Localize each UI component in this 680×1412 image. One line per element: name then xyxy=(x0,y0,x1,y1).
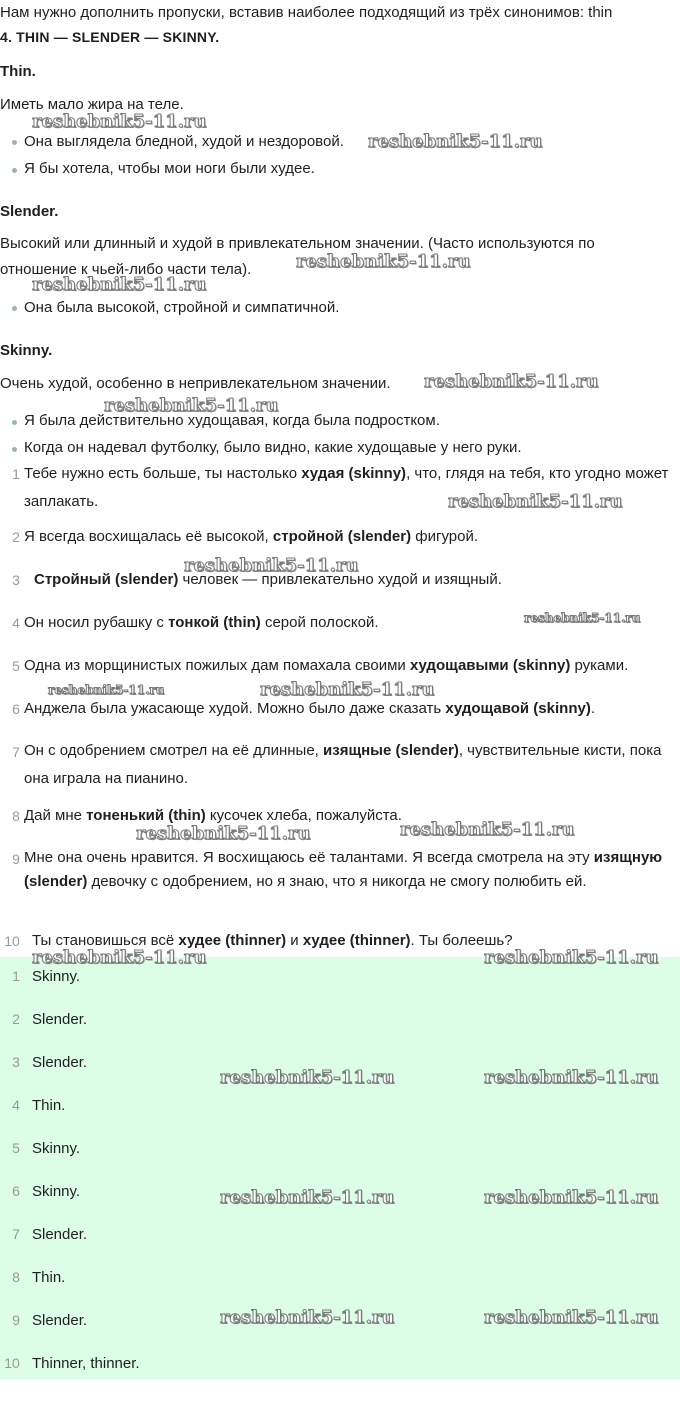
answer-number: 7 xyxy=(12,1226,20,1242)
watermark: reshebnik5-11.ru xyxy=(220,1187,395,1208)
exercise-number: 7 xyxy=(12,744,20,760)
watermark: reshebnik5-11.ru xyxy=(48,683,165,697)
answer-number: 2 xyxy=(12,1011,20,1027)
definition-slender: Высокий или длинный и худой в привлекательном значении. (Часто используются по отношение к чьей-либо части тела). xyxy=(0,235,595,278)
answer-5: Skinny. xyxy=(32,1140,81,1157)
watermark: reshebnik5-11.ru xyxy=(448,491,623,512)
exercise-number: 5 xyxy=(12,658,20,674)
exercise-number: 10 xyxy=(4,933,20,949)
watermark: reshebnik5-11.ru xyxy=(424,371,599,392)
answer-number: 5 xyxy=(12,1140,20,1156)
bullet-dot xyxy=(12,447,17,452)
exercise-number: 9 xyxy=(12,851,20,867)
exercise-5: Одна из морщинистых пожилых дам помахала своими худощавыми (skinny) руками. xyxy=(24,657,629,674)
exercise-8: Дай мне тоненький (thin) кусочек хлеба, пожалуйста. xyxy=(24,807,402,824)
watermark: reshebnik5-11.ru xyxy=(184,555,359,576)
answer-number: 10 xyxy=(4,1355,20,1371)
example-slender-1: Она была высокой, стройной и симпатичной. xyxy=(24,299,340,316)
watermark: reshebnik5-11.ru xyxy=(104,395,279,416)
exercise-7: Он с одобрением смотрел на её длинные, изящные (slender), чувствительные кисти, пока она играла на пианино. xyxy=(24,742,662,787)
exercise-3: Стройный (slender) человек — привлекательно худой и изящный. xyxy=(34,571,502,588)
watermark: reshebnik5-11.ru xyxy=(220,1067,395,1088)
answer-number: 4 xyxy=(12,1097,20,1113)
exercise-number: 2 xyxy=(12,529,20,545)
answer-7: Slender. xyxy=(32,1226,88,1243)
exercise-number: 3 xyxy=(12,572,20,588)
watermark: reshebnik5-11.ru xyxy=(484,1067,659,1088)
answer-6: Skinny. xyxy=(32,1183,81,1200)
watermark: reshebnik5-11.ru xyxy=(484,1187,659,1208)
answer-number: 6 xyxy=(12,1183,20,1199)
answer-1: Skinny. xyxy=(32,968,81,985)
answer-number: 9 xyxy=(12,1312,20,1328)
answer-number: 3 xyxy=(12,1054,20,1070)
answer-2: Slender. xyxy=(32,1011,88,1028)
answer-number: 8 xyxy=(12,1269,20,1285)
section-title-slender: Slender. xyxy=(0,203,59,220)
intro-text: Нам нужно дополнить пропуски, вставив наиболее подходящий из трёх синонимов: thin xyxy=(0,4,613,21)
example-thin-2: Я бы хотела, чтобы мои ноги были худее. xyxy=(24,160,315,177)
bullet-dot xyxy=(12,168,17,173)
example-skinny-1: Я была действительно худощавая, когда была подростком. xyxy=(24,412,440,429)
exercise-6: Анджела была ужасающе худой. Можно было даже сказать худощавой (skinny). xyxy=(24,700,595,717)
section-title-skinny: Skinny. xyxy=(0,342,53,359)
watermark: reshebnik5-11.ru xyxy=(524,611,641,625)
watermark: reshebnik5-11.ru xyxy=(220,1307,395,1328)
answer-10: Thinner, thinner. xyxy=(32,1355,140,1372)
answer-3: Slender. xyxy=(32,1054,88,1071)
watermark: reshebnik5-11.ru xyxy=(260,679,435,700)
watermark: reshebnik5-11.ru xyxy=(368,131,543,152)
section-title-thin: Thin. xyxy=(0,63,36,80)
definition-thin: Иметь мало жира на теле. xyxy=(0,96,184,113)
bullet-dot xyxy=(12,306,17,311)
watermark: reshebnik5-11.ru xyxy=(484,947,659,968)
exercise-9: Мне она очень нравится. Я восхищаюсь её талантами. Я всегда смотрела на эту изящную (slender) девочку с одобрением, но я знаю, что я никогда не смогу полюбить ей. xyxy=(24,849,663,890)
exercise-1: Тебе нужно есть больше, ты настолько худая (skinny), что, глядя на тебя, кто угодно может заплакать. xyxy=(24,465,669,510)
page-heading: 4. THIN — SLENDER — SKINNY. xyxy=(0,29,220,45)
watermark: reshebnik5-11.ru xyxy=(484,1307,659,1328)
exercise-2: Я всегда восхищалась её высокой, стройной (slender) фигурой. xyxy=(24,528,479,545)
example-thin-1: Она выглядела бледной, худой и нездоровой. xyxy=(24,133,344,150)
answer-4: Thin. xyxy=(32,1097,66,1114)
answer-8: Thin. xyxy=(32,1269,66,1286)
watermark: reshebnik5-11.ru xyxy=(32,111,207,132)
exercise-number: 6 xyxy=(12,701,20,717)
watermark: reshebnik5-11.ru xyxy=(296,251,471,272)
watermark: reshebnik5-11.ru xyxy=(32,274,207,295)
bullet-dot xyxy=(12,420,17,425)
exercise-number: 8 xyxy=(12,808,20,824)
watermark: reshebnik5-11.ru xyxy=(400,819,575,840)
watermark: reshebnik5-11.ru xyxy=(136,823,311,844)
answer-9: Slender. xyxy=(32,1312,88,1329)
watermark: reshebnik5-11.ru xyxy=(32,947,207,968)
bullet-dot xyxy=(12,140,17,145)
exercise-10: Ты становишься всё худее (thinner) и худее (thinner). Ты болеешь? xyxy=(32,932,513,949)
answer-number: 1 xyxy=(12,968,20,984)
definition-skinny: Очень худой, особенно в непривлекательном значении. xyxy=(0,375,391,392)
exercise-number: 4 xyxy=(12,615,20,631)
exercise-4: Он носил рубашку с тонкой (thin) серой полоской. xyxy=(24,614,379,631)
example-skinny-2: Когда он надевал футболку, было видно, какие худощавые у него руки. xyxy=(24,439,522,456)
exercise-number: 1 xyxy=(12,466,20,482)
